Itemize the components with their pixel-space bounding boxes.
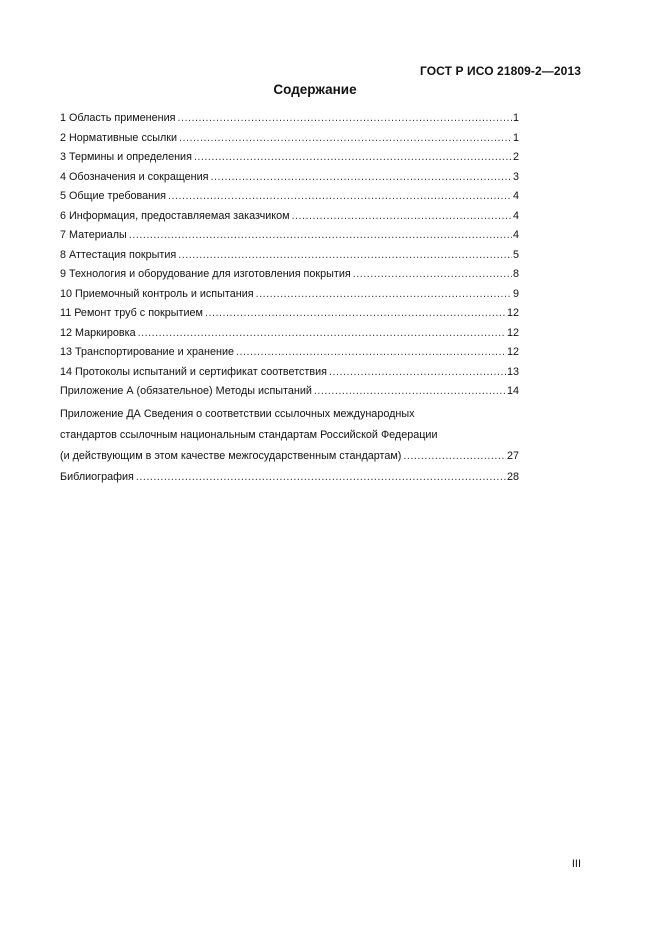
toc-entry[interactable] (60, 265, 519, 285)
toc-entry-page: 4 (512, 190, 519, 202)
toc-entry-page: 4 (512, 229, 519, 241)
toc-entry-page: 3 (512, 170, 519, 183)
toc-entry[interactable] (60, 148, 519, 168)
dot-leader (179, 129, 512, 149)
toc-entry-page: 13 (506, 365, 519, 378)
toc-entry-label: 1 Область применения (60, 112, 176, 124)
toc-entry-page: 12 (506, 307, 519, 319)
toc-entry-label: 14 Протоколы испытаний и сертификат соответствия (60, 365, 327, 378)
toc-entry-page: 12 (506, 326, 519, 339)
toc-title: Содержание (273, 82, 357, 97)
toc-entry[interactable] (60, 304, 519, 324)
toc-entry[interactable] (60, 109, 519, 129)
dot-leader (211, 168, 512, 188)
toc-entry[interactable] (60, 246, 519, 266)
toc-entry[interactable] (60, 207, 519, 227)
toc-entry-label: 7 Материалы (60, 229, 127, 241)
toc-entry[interactable] (60, 382, 519, 402)
toc-entry-label: 12 Маркировка (60, 326, 136, 339)
dot-leader (329, 363, 506, 383)
toc-entry-page: 9 (512, 287, 519, 300)
toc-appendix-da-line-1[interactable]: Приложение ДА Сведения о соответствии ссылочных международных (60, 407, 415, 420)
toc-entry-appendix-da[interactable] (60, 446, 519, 467)
toc-entry-page: 4 (512, 209, 519, 222)
toc-entry-page: 27 (506, 449, 519, 462)
toc-entry-page: 1 (512, 131, 519, 144)
toc-entry-label: 3 Термины и определения (60, 151, 192, 163)
dot-leader (292, 207, 512, 227)
toc-entry-bibliography[interactable] (60, 467, 519, 488)
dot-leader (194, 148, 512, 168)
dot-leader (178, 109, 512, 129)
toc-entry-label: (и действующим в этом качестве межгосударственным стандартам) (60, 449, 402, 462)
toc-entry-label: 6 Информация, предоставляемая заказчиком (60, 209, 290, 222)
toc-entry-page: 5 (512, 248, 519, 261)
toc-entry[interactable] (60, 363, 519, 383)
toc-entry[interactable] (60, 285, 519, 305)
table-of-contents (60, 109, 519, 488)
document-code: ГОСТ Р ИСО 21809-2—2013 (419, 64, 581, 78)
dot-leader (353, 265, 512, 285)
toc-entry[interactable] (60, 226, 519, 246)
page-number: III (571, 858, 581, 870)
toc-entry[interactable] (60, 168, 519, 188)
toc-entry-label: 8 Аттестация покрытия (60, 248, 177, 261)
toc-entry-label: 4 Обозначения и сокращения (60, 170, 209, 183)
dot-leader (205, 304, 506, 324)
toc-entry[interactable] (60, 187, 519, 207)
toc-appendix-da-line-2[interactable]: стандартов ссылочным национальным стандартам Российской Федерации (60, 428, 438, 441)
dot-leader (178, 246, 512, 266)
toc-entry[interactable] (60, 324, 519, 344)
toc-entry-page: 8 (512, 268, 519, 280)
toc-entry-page: 14 (506, 385, 519, 397)
toc-entry-label: Приложение А (обязательное) Методы испытаний (60, 385, 312, 397)
dot-leader (314, 382, 506, 402)
toc-entry-label: 5 Общие требования (60, 190, 166, 202)
dot-leader (168, 187, 512, 207)
toc-entry-label: 11 Ремонт труб с покрытием (60, 307, 203, 319)
dot-leader (138, 324, 506, 344)
toc-entry-label: 10 Приемочный контроль и испытания (60, 287, 254, 300)
toc-entry-page: 12 (506, 346, 519, 358)
dot-leader (236, 343, 506, 363)
dot-leader (136, 467, 506, 488)
dot-leader (129, 226, 512, 246)
toc-entry[interactable] (60, 129, 519, 149)
toc-entry-label: 9 Технология и оборудование для изготовления покрытия (60, 268, 351, 280)
toc-entry-label: 2 Нормативные ссылки (60, 131, 178, 144)
toc-entry-page: 28 (506, 470, 519, 483)
toc-entry-label: 13 Транспортирование и хранение (60, 346, 234, 358)
toc-entry-page: 1 (512, 112, 519, 124)
toc-entry[interactable] (60, 343, 519, 363)
toc-entry-label: Библиография (60, 470, 134, 483)
toc-entry-page: 2 (512, 151, 519, 163)
dot-leader (256, 285, 512, 305)
dot-leader (403, 446, 506, 467)
